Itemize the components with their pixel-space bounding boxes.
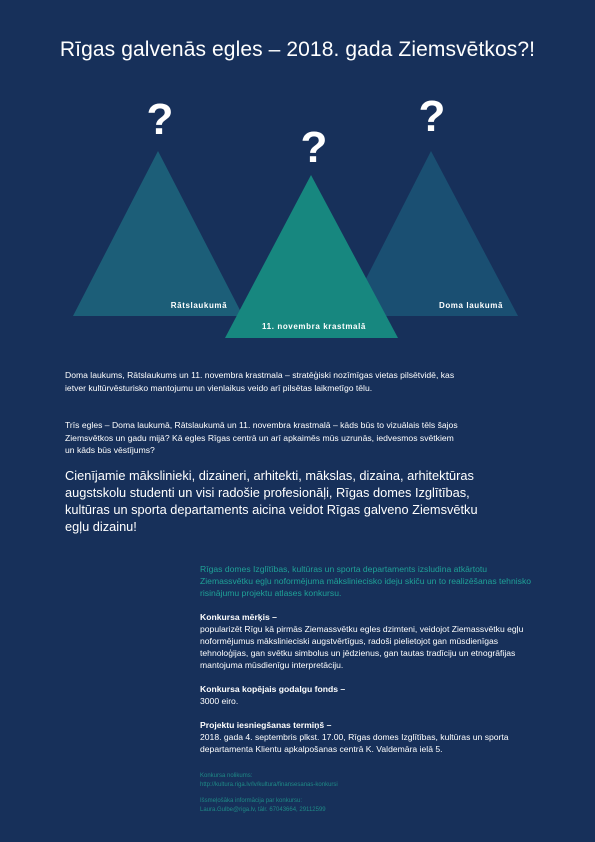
details-lead: Rīgas domes Izglītības, kultūras un sporta departaments izsludina atkārtotu Ziemassvētku egļu noformējuma māksliniecisko ideju skiču un to realizēšanas tehnisko risinājumu projektu atlases konkursu. [200,564,532,598]
goal-section [200,611,540,671]
rules-link[interactable]: http://kultura.riga.lv/lv/kultura/finansesanas-konkursi [200,781,338,788]
tree-ratslaukums [73,151,243,316]
goal-text: popularizēt Rīgu kā pirmās Ziemassvētku egles dzimteni, veidojot Ziemassvētku egļu noformējumus mākslinieciski augstvērtīgus, radoši pielietojot gan mūsdienīgas tehnoloģijas, gan svētku simbolus un jēdzienus, gan tautas tradīciju un etnogrāfijas mantojuma mūsdienīgu interpretāciju. [200,624,524,670]
fund-title: Konkursa kopējais godalgu fonds – [200,684,346,694]
intro-paragraph-2: Trīs egles – Doma laukumā, Rātslaukumā un 11. novembra krastmalā – kāds būs to vizuālais tēls šajos Ziemsvētkos un gadu mijā? Kā egles Rīgas centrā un arī apkaimēs mūs uzrunās, iedvesmos svētkiem un kāds būs vēstījums? [65,420,458,455]
tree-label-doma: Doma laukumā [438,301,504,310]
deadline-title: Projektu iesniegšanas termiņš – [200,720,332,730]
question-mark-left: ? [146,95,174,144]
footer [200,772,540,822]
intro-paragraph-1: Doma laukums, Rātslaukums un 11. novembra krastmala – stratēģiski nozīmīgas vietas pilsētvidē, kas ietver kultūrvēsturisko mantojumu un vienlaikus veido arī pilsētas laikmetīgo tēlu. [65,370,455,393]
tree-11-novembra-krastmala [225,175,398,338]
question-mark-right: ? [418,92,446,141]
goal-title: Konkursa mērķis – [200,612,277,622]
question-mark-center: ? [300,123,328,172]
info-contact[interactable]: Laura.Gulbe@riga.lv, tālr. 67043664, 29112599 [200,806,326,813]
rules-label: Konkursa nolikums: [200,773,253,779]
fund-text: 3000 eiro. [200,696,239,706]
info-label: Išsmeļošāka informācija par konkursu: [200,798,303,804]
deadline-text: 2018. gada 4. septembris plkst. 17.00, Rīgas domes Izglītības, kultūras un sporta departamenta Klientu apkalpošanas centrā K. Valdemāra ielā 5. [200,732,509,754]
competition-details [200,563,540,767]
tree-label-ratslaukums: Rātslaukumā [170,301,228,310]
appeal-paragraph: Cienījamie mākslinieki, dizaineri, arhitekti, mākslas, dizaina, arhitektūras augstskolu studenti un visi radošie profesionāļi, Rīgas domes Izglītības, kultūras un sporta departaments aicina veidot Rīgas galveno Ziemsvētku egļu dizainu! [65,468,478,534]
fund-section [200,683,540,707]
deadline-section [200,719,540,755]
page-title: Rīgas galvenās egles – 2018. gada Ziemsvētkos?! [59,38,536,61]
tree-label-krastmala: 11. novembra krastmalā [262,322,366,331]
